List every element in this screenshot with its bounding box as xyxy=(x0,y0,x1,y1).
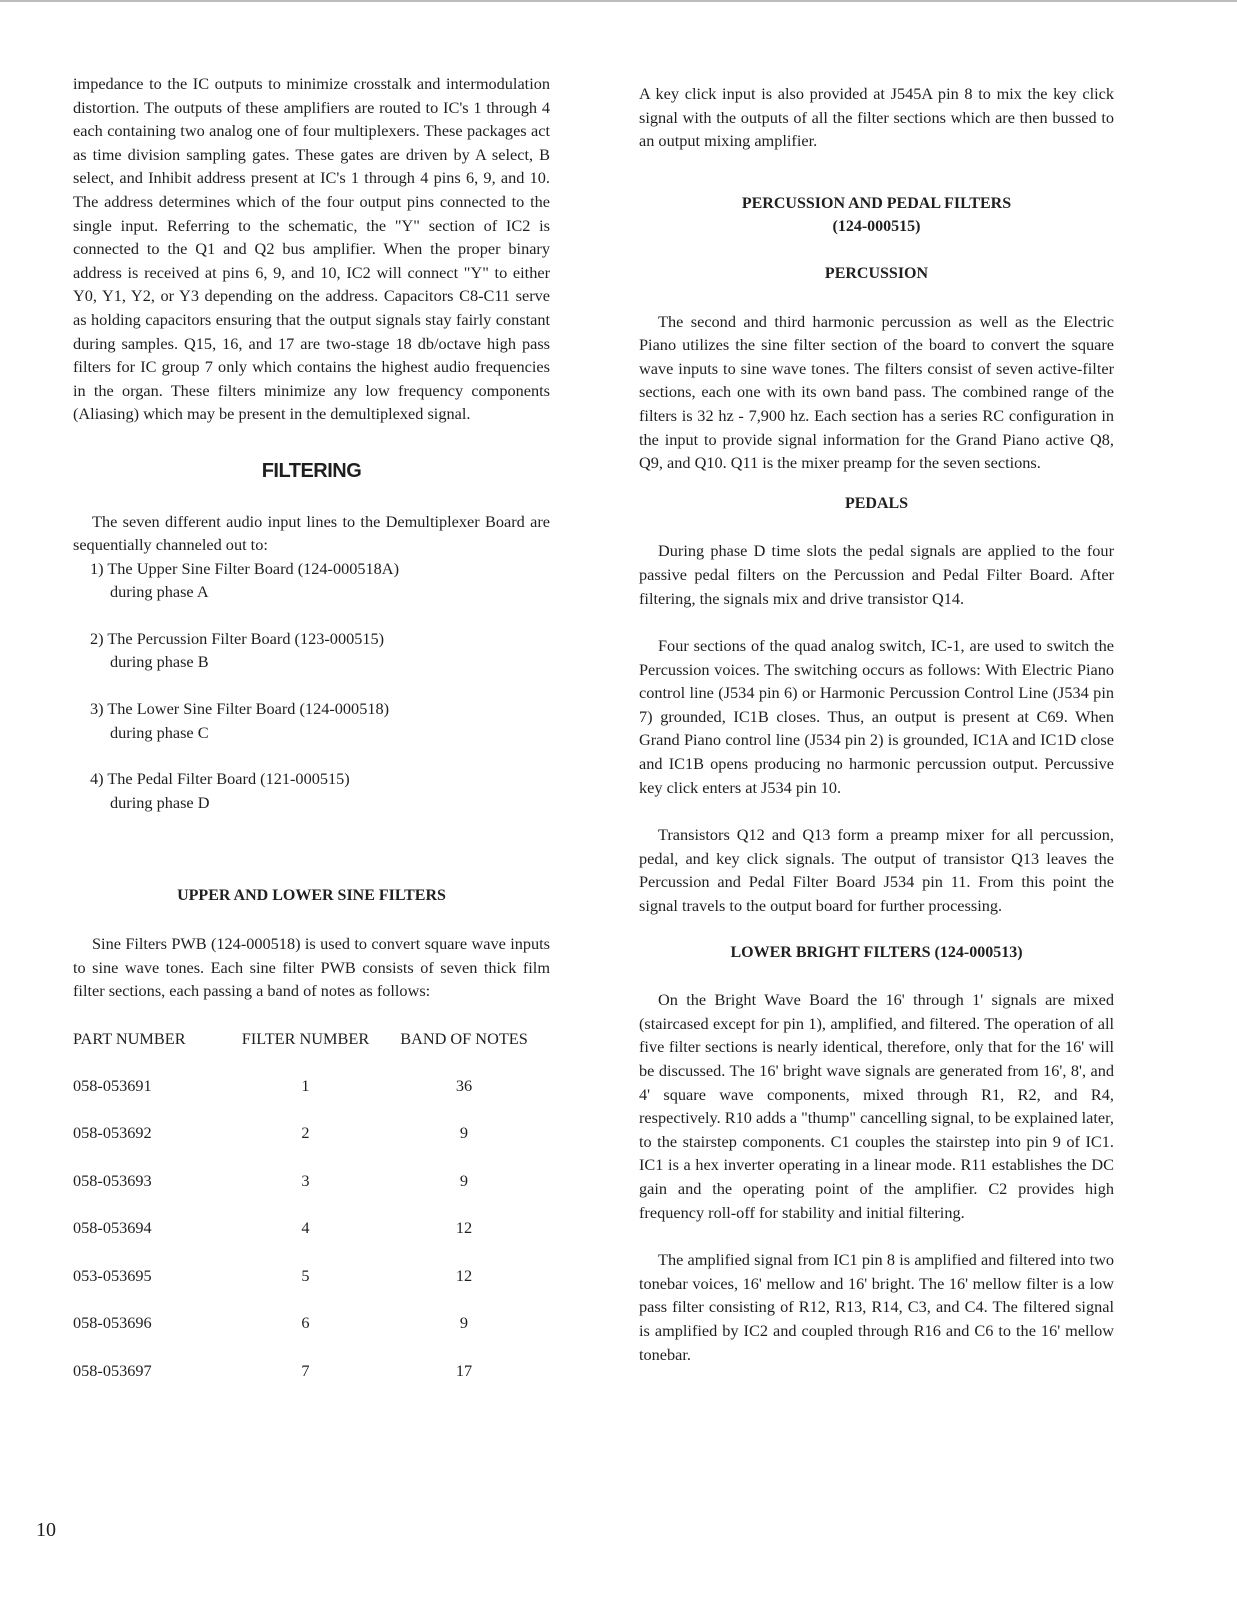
cell-band: 9 xyxy=(459,1170,469,1190)
cell-part: 058-053693 xyxy=(73,1170,152,1190)
demux-paragraph: impedance to the IC outputs to minimize crosstalk and intermodulation distortion. The outputs of these amplifiers are routed to IC's 1 through 4 each containing two analog one of four multiplexers. These packages act as time division sampling gates. These gates are driven by A select, B select, and Inhibit address present at IC's 1 through 4 pins 6, 9, and 10. The address determines which of the four output pins connected to the single input. Referring to the schematic, the "Y" section of IC2 is connected to the Q1 and Q2 bus amplifier. When the proper binary address is received at pins 6, 9, and 10, IC2 will connect "Y" to either Y0, Y1, Y2, or Y3 depending on the address. Capacitors C8-C11 serve as holding capacitors ensuring that the output signals stay fairly constant during samples. Q15, 16, and 17 are two-stage 18 db/octave high pass filters for IC group 7 only which contains the highest audio frequencies in the organ. These filters minimize any low frequency components (Aliasing) which may be present in the demultiplexed signal. xyxy=(73,74,550,424)
header-part-number: PART NUMBER xyxy=(73,1028,186,1048)
filtering-intro: The seven different audio input lines to the Demultiplexer Board are sequentially channeled out to: xyxy=(73,511,550,555)
right-column xyxy=(639,82,1114,1366)
cell-part: 053-053695 xyxy=(73,1265,152,1285)
cell-filter: 3 xyxy=(301,1170,310,1190)
table-row xyxy=(73,1311,550,1359)
table-row xyxy=(73,1121,550,1169)
list-item xyxy=(73,557,550,604)
percussion-pedal-heading: PERCUSSION AND PEDAL FILTERS xyxy=(741,194,1012,212)
top-rule xyxy=(0,0,1237,2)
filter-table xyxy=(73,1027,550,1407)
list-item-line: 3) The Lower Sine Filter Board (124-000518) xyxy=(90,699,390,719)
cell-part: 058-053691 xyxy=(73,1075,152,1095)
percussion-heading: PERCUSSION xyxy=(824,264,929,282)
list-item-sub: during phase D xyxy=(110,792,210,812)
cell-part: 058-053692 xyxy=(73,1123,152,1143)
cell-band: 12 xyxy=(455,1265,473,1285)
cell-band: 17 xyxy=(455,1360,473,1380)
list-item-line: 2) The Percussion Filter Board (123-000515) xyxy=(90,628,385,648)
percussion-paragraph: The second and third harmonic percussion as well as the Electric Piano utilizes the sine filter section of the board to convert the square wave inputs to sine wave tones. The filters consist of seven active-filter sections, each one with its own band pass. The combined range of the filters is 32 hz - 7,900 hz. Each section has a series RC configuration in the input to provide signal information for the Grand Piano active Q8, Q9, and Q10. Q11 is the mixer preamp for the seven sections. xyxy=(639,311,1114,473)
table-row xyxy=(73,1074,550,1122)
table-row xyxy=(73,1169,550,1217)
table-row xyxy=(73,1359,550,1407)
pedals-paragraph: During phase D time slots the pedal signals are applied to the four passive pedal filters on the Percussion and Pedal Filter Board. After filtering, the signals mix and drive transistor Q14. xyxy=(639,541,1114,608)
cell-band: 12 xyxy=(455,1218,473,1238)
filtering-heading: FILTERING xyxy=(261,459,362,482)
bright-wave-paragraph: On the Bright Wave Board the 16' through 1' signals are mixed (staircased except for pin 1), amplified, and filtered. The operation of all five filter sections is nearly identical, therefore, only that for the 16' will be discussed. The 16' bright wave signals are generated from 16', 8', and 4' square wave components, mixed through R1, R2, and R4, respectively. R10 adds a "thump" cancelling signal, to be explained later, to the stairstep components. C1 couples the stairstep into pin 9 of IC1. IC1 is a hex inverter operating in a linear mode. R11 establishes the DC gain and the operating point of the amplifier. C2 provides high frequency roll-off for stability and initial filtering. xyxy=(639,990,1115,1222)
percussion-pedal-part-number: (124-000515) xyxy=(832,218,921,236)
header-band-of-notes: BAND OF NOTES xyxy=(400,1028,528,1048)
cell-filter: 1 xyxy=(301,1075,310,1095)
cell-part: 058-053694 xyxy=(73,1218,152,1238)
header-filter-number: FILTER NUMBER xyxy=(241,1028,370,1048)
list-item-line: 1) The Upper Sine Filter Board (124-000518A) xyxy=(90,558,399,578)
list-item-sub: during phase A xyxy=(110,582,209,602)
table-row xyxy=(73,1216,550,1264)
table-header-row xyxy=(73,1027,550,1074)
list-item-sub: during phase C xyxy=(110,722,209,742)
list-item-line: 4) The Pedal Filter Board (121-000515) xyxy=(90,769,350,789)
cell-filter: 5 xyxy=(301,1265,310,1285)
cell-band: 9 xyxy=(459,1123,469,1143)
list-item-sub: during phase B xyxy=(110,652,209,672)
switch-paragraph: Four sections of the quad analog switch, IC-1, are used to switch the Percussion voices. The switching occurs as follows: With Electric Piano control line (J534 pin 6) or Harmonic Percussion Control Line (J534 pin 7) grounded, IC1B closes. Thus, an output is present at C69. When Grand Piano control line (J534 pin 2) is grounded, IC1A and IC1D close and IC1B opens producing no harmonic percussion output. Percussive key click enters at J534 pin 10. xyxy=(639,636,1114,797)
pedals-heading: PEDALS xyxy=(844,494,909,512)
list-item xyxy=(73,627,550,674)
amplified-signal-paragraph: The amplified signal from IC1 pin 8 is amplified and filtered into two tonebar voices, 16' mellow and 16' bright. The 16' mellow filter is a low pass filter consisting of R12, R13, R14, C3, and C4. The filtered signal is amplified by IC2 and coupled through R16 and C6 to the 16' mellow tonebar. xyxy=(639,1250,1114,1364)
cell-filter: 2 xyxy=(301,1123,310,1143)
cell-part: 058-053696 xyxy=(73,1313,152,1333)
lower-bright-filters-heading: LOWER BRIGHT FILTERS (124-000513) xyxy=(730,943,1023,961)
sine-filters-paragraph: Sine Filters PWB (124-000518) is used to convert square wave inputs to sine wave tones. Each sine filter PWB consists of seven thick film filter sections, each passing a band of notes as follows: xyxy=(73,934,550,1001)
cell-filter: 6 xyxy=(301,1313,310,1333)
left-column xyxy=(73,72,550,1406)
cell-filter: 4 xyxy=(301,1218,310,1238)
sine-filters-heading: UPPER AND LOWER SINE FILTERS xyxy=(177,887,446,905)
page-number: 10 xyxy=(36,1519,56,1541)
list-item xyxy=(73,767,550,814)
cell-band: 36 xyxy=(455,1075,473,1095)
key-click-paragraph: A key click input is also provided at J545A pin 8 to mix the key click signal with the outputs of all the filter sections which are then bussed to an output mixing amplifier. xyxy=(639,84,1114,151)
cell-filter: 7 xyxy=(301,1360,310,1380)
list-item xyxy=(73,697,550,744)
cell-part: 058-053697 xyxy=(73,1360,152,1380)
cell-band: 9 xyxy=(459,1313,469,1333)
preamp-paragraph: Transistors Q12 and Q13 form a preamp mixer for all percussion, pedal, and key click signals. The output of transistor Q13 leaves the Percussion and Pedal Filter Board J534 pin 11. From this point the signal travels to the output board for further processing. xyxy=(639,825,1114,916)
table-row xyxy=(73,1264,550,1312)
